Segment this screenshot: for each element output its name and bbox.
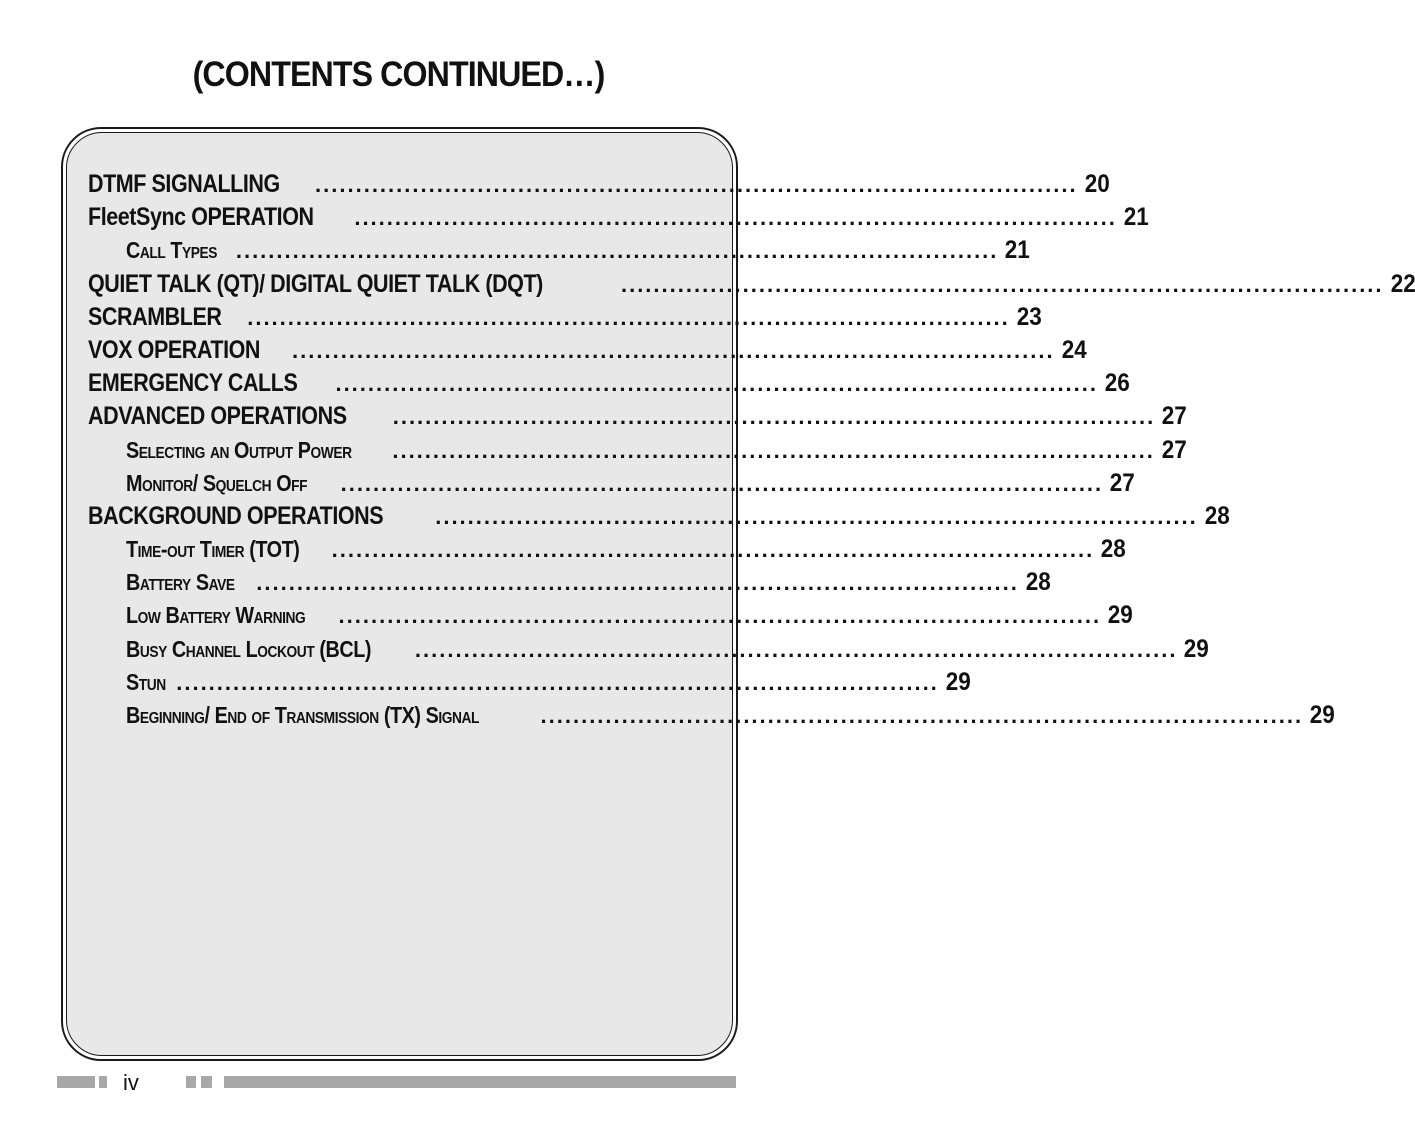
toc-leader-dots: ..............................................................................................: [338, 603, 1102, 629]
toc-leader-dots: ..............................................................................................: [340, 470, 1104, 496]
toc-entry[interactable]: [88, 369, 1130, 402]
toc-entry-page: 27: [1109, 468, 1135, 497]
toc-subentry[interactable]: [88, 468, 1135, 502]
toc-entry-page: 26: [1104, 369, 1130, 398]
toc-entry[interactable]: [88, 302, 1042, 336]
toc-entry-page: 21: [1123, 203, 1149, 232]
toc-entry-label: FleetSync OPERATION: [88, 203, 314, 232]
toc-subentry[interactable]: [88, 667, 971, 701]
page-title: (CONTENTS CONTINUED…): [192, 55, 605, 94]
toc-leader-dots: ..............................................................................................: [331, 537, 1095, 563]
toc-leader-dots: ..............................................................................................: [435, 503, 1198, 529]
toc-entry-label: ADVANCED OPERATIONS: [88, 402, 347, 431]
toc-subentry[interactable]: [88, 701, 1335, 734]
footer-bar-segment: [186, 1076, 196, 1088]
toc-entry-page: 29: [1184, 634, 1210, 663]
toc-leader-dots: ..............................................................................................: [354, 205, 1117, 231]
toc-entry[interactable]: [88, 269, 1415, 303]
toc-leader-dots: ..............................................................................................: [235, 238, 999, 264]
footer-bar-long: [224, 1076, 736, 1088]
toc-entry[interactable]: [88, 501, 1230, 535]
toc-entry-label: BACKGROUND OPERATIONS: [88, 501, 384, 530]
toc-entry-label: EMERGENCY CALLS: [88, 369, 298, 398]
toc-leader-dots: ..............................................................................................: [414, 636, 1178, 662]
toc-entry-label: Selecting an Output Power: [126, 436, 352, 463]
toc-entry-page: 28: [1025, 568, 1051, 597]
toc-entry-label: Time-out Timer (TOT): [126, 536, 300, 563]
toc-subentry[interactable]: [88, 236, 1031, 269]
toc-subentry[interactable]: [88, 435, 1187, 469]
footer-bar-segment: [201, 1076, 212, 1088]
toc-subentry[interactable]: [88, 601, 1133, 634]
toc-leader-dots: ..............................................................................................: [335, 371, 1099, 397]
toc-subentry[interactable]: [88, 535, 1127, 568]
toc-leader-dots: ..............................................................................................: [620, 271, 1384, 297]
toc-entry[interactable]: [88, 203, 1149, 236]
table-of-contents: [88, 170, 1415, 734]
footer-bar-segment: [57, 1076, 95, 1088]
toc-leader-dots: ..............................................................................................: [256, 570, 1019, 596]
toc-entry-label: Monitor/ Squelch Off: [126, 469, 308, 496]
footer-bar-segment: [99, 1076, 107, 1088]
toc-entry[interactable]: [88, 402, 1188, 435]
toc-entry-label: Battery Save: [126, 569, 235, 596]
toc-entry[interactable]: [88, 170, 1110, 203]
toc-entry-label: Low Battery Warning: [126, 602, 306, 629]
toc-entry-label: Call Types: [126, 237, 218, 264]
toc-entry-page: 21: [1005, 236, 1031, 265]
toc-entry-page: 29: [1309, 701, 1335, 729]
toc-leader-dots: ..............................................................................................: [392, 437, 1155, 463]
toc-entry-page: 29: [945, 667, 971, 696]
toc-entry-page: 28: [1204, 501, 1230, 530]
toc-entry-label: Stun: [126, 668, 166, 695]
toc-entry-label: Beginning/ End of Transmission (TX) Signal: [126, 702, 480, 728]
toc-subentry[interactable]: [88, 568, 1051, 601]
toc-entry-page: 27: [1161, 435, 1187, 464]
toc-entry-label: Busy Channel Lockout (BCL): [126, 635, 372, 662]
page-number: iv: [123, 1070, 139, 1095]
toc-leader-dots: ..............................................................................................: [247, 304, 1010, 330]
toc-leader-dots: ..............................................................................................: [540, 703, 1304, 728]
toc-leader-dots: ..............................................................................................: [392, 404, 1156, 430]
toc-leader-dots: ..............................................................................................: [315, 172, 1078, 197]
toc-subentry[interactable]: [88, 634, 1210, 668]
toc-entry-page: 28: [1101, 535, 1127, 564]
toc-entry[interactable]: [88, 335, 1087, 369]
toc-leader-dots: ..............................................................................................: [176, 669, 939, 695]
toc-entry-page: 20: [1084, 170, 1110, 198]
toc-entry-label: SCRAMBLER: [88, 302, 222, 331]
toc-entry-label: DTMF SIGNALLING: [88, 170, 280, 198]
toc-entry-page: 22: [1390, 269, 1415, 298]
toc-entry-page: 23: [1016, 302, 1042, 331]
toc-entry-page: 27: [1162, 402, 1188, 431]
toc-entry-page: 29: [1107, 601, 1133, 630]
toc-entry-page: 24: [1061, 335, 1087, 364]
toc-entry-label: VOX OPERATION: [88, 335, 261, 364]
toc-entry-label: QUIET TALK (QT)/ DIGITAL QUIET TALK (DQT): [88, 269, 543, 298]
toc-leader-dots: ..............................................................................................: [292, 337, 1055, 363]
